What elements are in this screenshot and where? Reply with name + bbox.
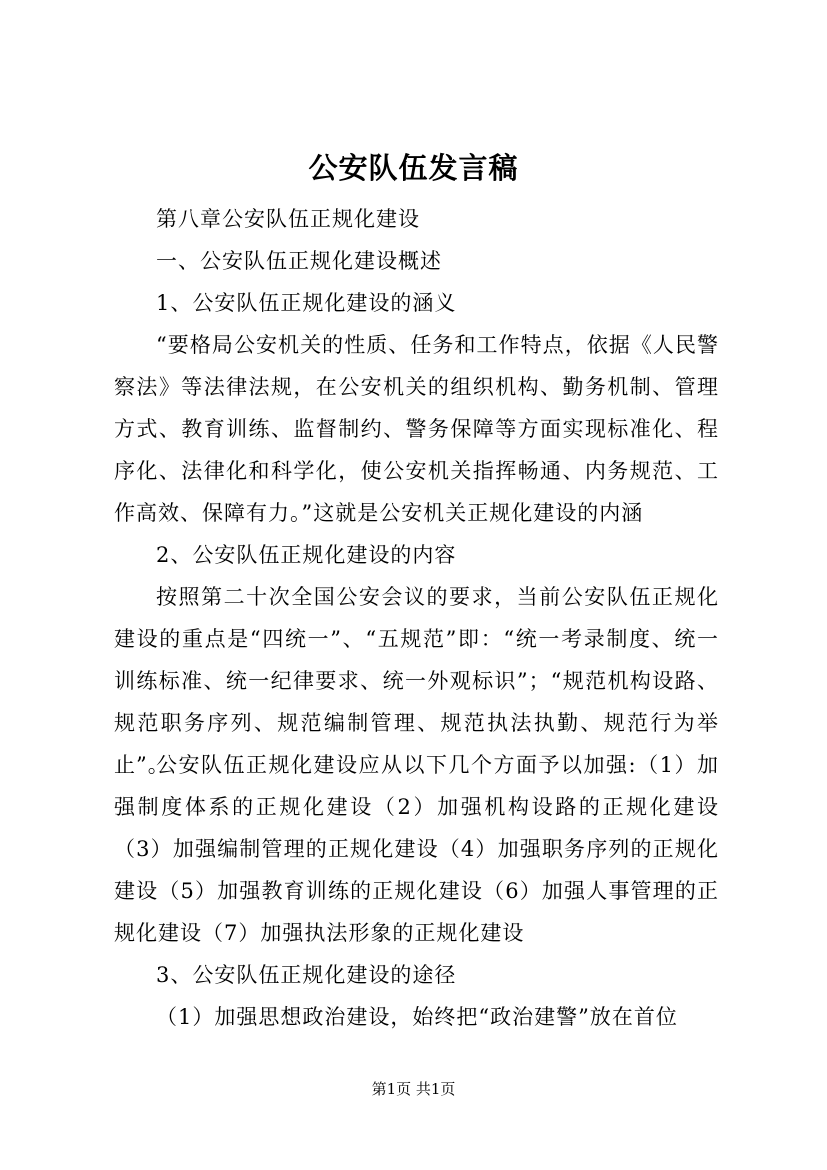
subsection-heading-3: 3、公安队伍正规化建设的途径 (156, 963, 457, 987)
body-paragraph-3: 公安队伍正规化建设应从以下几个方面予以加强:（1）加强制度体系的正规化建设（2）加强机构设路的正规化建设（3）加强编制管理的正规化建设（4）加强职务序列的正规化建设（5）加强教育训练的正规化建设（6）加强人事管理的正规化建设（7）加强执法形象的正规化建设 (114, 753, 719, 945)
section-heading: 一、公安队伍正规化建设概述 (156, 249, 442, 273)
chapter-heading: 第八章公安队伍正规化建设 (156, 207, 420, 231)
document-title: 公安队伍发言稿 (308, 151, 519, 185)
subsection-heading-2: 2、公安队伍正规化建设的内容 (156, 543, 457, 567)
body-paragraph-2: 按照第二十次全国公安会议的要求，当前公安队伍正规化建设的重点是“四统一”、“五规范”即：“统一考录制度、统一训练标准、统一纪律要求、统一外观标识”；“规范机构设路、规范职务序列、规范编制管理、规范执法执勤、规范行为举止”。 (114, 585, 719, 777)
body-paragraph-1: “要格局公安机关的性质、任务和工作特点，依据《人民警察法》等法律法规，在公安机关的组织机构、勤务机制、管理方式、教育训练、监督制约、警务保障等方面实现标准化、程序化、法律化和科学化，使公安机关指挥畅通、内务规范、工作高效、保障有力。”这就是公安机关正规化建设的内涵 (114, 333, 719, 525)
page-footer: 第1页 共1页 (371, 1080, 456, 1098)
subsection-heading-1: 1、公安队伍正规化建设的涵义 (156, 291, 457, 315)
body-paragraph-4: （1）加强思想政治建设，始终把“政治建警”放在首位 (156, 1005, 678, 1029)
